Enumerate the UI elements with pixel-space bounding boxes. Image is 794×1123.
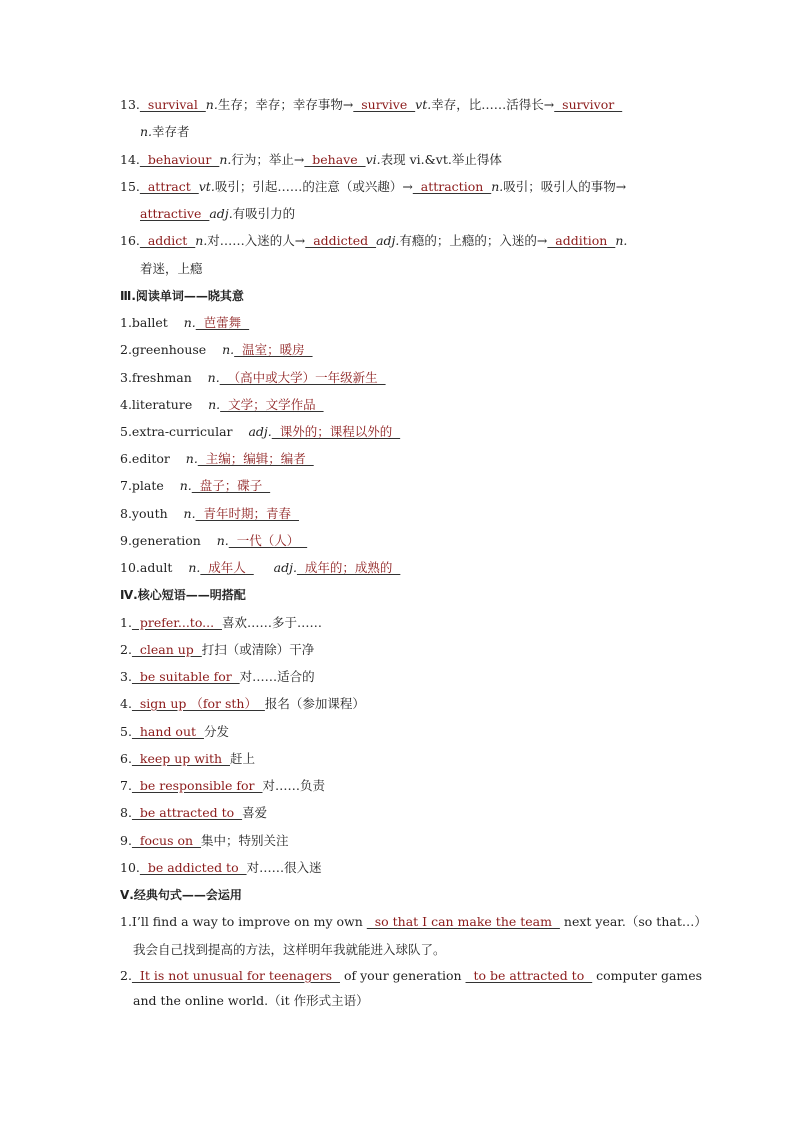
part-of-speech: n.	[222, 342, 235, 357]
answer-blank: sign up （for sth）	[131, 696, 265, 711]
part-of-speech: n.	[615, 233, 628, 248]
answer-blank: behaviour	[139, 152, 220, 167]
meaning: 赶上	[229, 751, 255, 766]
part-of-speech: n.	[216, 533, 229, 548]
part-of-speech: adj.	[376, 233, 400, 248]
phrase-item	[120, 668, 315, 686]
definition: 有瘾的；上瘾的；入迷的→	[399, 233, 548, 248]
reading-word-item	[120, 341, 313, 359]
answer-blank: addict	[139, 233, 196, 248]
word: 3.freshman	[120, 370, 192, 385]
part-of-speech: n.	[195, 233, 208, 248]
item-number: 13.	[120, 97, 140, 112]
item-number: 6.	[120, 751, 132, 766]
word: 4.literature	[120, 397, 193, 412]
reading-word-item	[120, 450, 314, 468]
meaning: 报名（参加课程）	[264, 696, 365, 711]
item-number: 10.	[120, 860, 140, 875]
part-of-speech: n.	[183, 315, 196, 330]
definition: 生存；幸存；幸存事物→	[217, 97, 354, 112]
item-number: 8.	[120, 805, 132, 820]
reading-word-item	[120, 505, 299, 523]
phrase-item	[120, 777, 325, 795]
word: 7.plate	[120, 478, 164, 493]
answer-blank: be addicted to	[139, 860, 247, 875]
answer-blank: clean up	[131, 642, 202, 657]
definition: 表现 vi.&vt.举止得体	[380, 152, 502, 167]
part-of-speech: n.	[183, 506, 196, 521]
sentence-text: of your generation	[339, 968, 466, 983]
word: 10.adult	[120, 560, 173, 575]
item-number: 2.	[120, 642, 132, 657]
vocab-item-15-cont	[140, 205, 295, 223]
answer-blank: 盘子；碟子	[191, 478, 271, 493]
sentence-item-2-cont: and the online world.（it 作形式主语）	[133, 993, 369, 1008]
word: 1.ballet	[120, 315, 168, 330]
reading-word-item	[120, 559, 400, 577]
answer-blank: 课外的；课程以外的	[271, 424, 401, 439]
phrase-item	[120, 750, 255, 768]
definition: 着迷，上瘾	[140, 261, 203, 276]
word: 5.extra-curricular	[120, 424, 233, 439]
item-number: 15.	[120, 179, 140, 194]
answer-blank: addicted	[305, 233, 377, 248]
answer-blank: 主编；编辑；编者	[197, 451, 314, 466]
vocab-item-16	[120, 232, 627, 250]
phrase-item	[120, 641, 314, 659]
phrase-item	[120, 804, 267, 822]
reading-word-item	[120, 532, 307, 550]
part-of-speech: n.	[185, 451, 198, 466]
part-of-speech: adj.	[209, 206, 233, 221]
answer-blank: 温室；暖房	[234, 342, 313, 357]
answer-blank: 文学；文学作品	[220, 397, 324, 412]
meaning: 喜爱	[242, 805, 268, 820]
part-of-speech: adj.	[273, 560, 297, 575]
meaning: 对……负责	[262, 778, 325, 793]
part-of-speech: adj.	[248, 424, 272, 439]
part-of-speech: vi.	[365, 152, 381, 167]
phrase-item	[120, 723, 229, 741]
part-of-speech: n.	[179, 478, 192, 493]
answer-blank: prefer...to...	[131, 615, 223, 630]
item-number: 7.	[120, 778, 132, 793]
answer-blank: （高中或大学）一年级新生	[219, 370, 386, 385]
definition: 幸存，比……活得长→	[431, 97, 555, 112]
sentence-text: computer games	[592, 968, 703, 983]
sentence-text: 2.	[120, 968, 132, 983]
answer-blank: attract	[139, 179, 199, 194]
vocab-item-13-cont	[140, 123, 190, 141]
section-heading-reading-words: Ⅲ.阅读单词——晓其意	[120, 289, 244, 303]
answer-blank: hand out	[131, 724, 204, 739]
reading-word-item	[120, 396, 324, 414]
item-number: 16.	[120, 233, 140, 248]
answer-blank: to be attracted to	[465, 968, 593, 983]
answer-blank: behave	[304, 152, 366, 167]
phrase-item	[120, 832, 289, 850]
answer-blank: 一代（人）	[228, 533, 308, 548]
answer-blank: survive	[353, 97, 416, 112]
sentence-text: next year.（so that…）	[559, 914, 707, 929]
definition: 对……入迷的人→	[207, 233, 306, 248]
reading-word-item	[120, 423, 400, 441]
answer-blank: survival	[139, 97, 206, 112]
answer-blank: be responsible for	[131, 778, 263, 793]
answer-blank: be suitable for	[131, 669, 240, 684]
reading-word-item	[120, 314, 249, 332]
meaning: 集中；特别关注	[201, 833, 289, 848]
phrase-item	[120, 695, 365, 713]
part-of-speech: n.	[188, 560, 201, 575]
item-number: 14.	[120, 152, 140, 167]
answer-blank: attraction	[412, 179, 492, 194]
reading-word-item	[120, 369, 386, 387]
vocab-item-13	[120, 96, 622, 114]
answer-blank: 成年的；成熟的	[296, 560, 401, 575]
meaning: 打扫（或清除）干净	[201, 642, 315, 657]
phrase-item	[120, 859, 322, 877]
section-heading-core-phrases: Ⅳ.核心短语——明搭配	[120, 588, 246, 602]
part-of-speech: n.	[219, 152, 232, 167]
sentence-item-2	[120, 967, 702, 985]
sentence-item-1	[120, 913, 707, 931]
word: 8.youth	[120, 506, 168, 521]
item-number: 9.	[120, 833, 132, 848]
definition: 有吸引力的	[232, 206, 296, 221]
answer-blank: focus on	[131, 833, 201, 848]
answer-blank: 成年人	[200, 560, 254, 575]
part-of-speech: n.	[207, 370, 220, 385]
sentence-text: 1.I’ll find a way to improve on my own	[120, 914, 367, 929]
sentence-translation: 我会自己找到提高的方法，这样明年我就能进入球队了。	[133, 942, 446, 957]
item-number: 3.	[120, 669, 132, 684]
answer-blank: keep up with	[131, 751, 230, 766]
answer-blank: addition	[547, 233, 616, 248]
word: 2.greenhouse	[120, 342, 207, 357]
vocab-item-15	[120, 178, 626, 196]
meaning: 对……很入迷	[246, 860, 322, 875]
definition: 幸存者	[152, 124, 190, 139]
part-of-speech: vt.	[198, 179, 215, 194]
part-of-speech: n.	[208, 397, 221, 412]
vocab-item-14	[120, 151, 502, 169]
meaning: 喜欢……多于……	[222, 615, 323, 630]
word: 9.generation	[120, 533, 201, 548]
meaning: 分发	[203, 724, 229, 739]
meaning: 对……适合的	[239, 669, 315, 684]
phrase-item	[120, 614, 322, 632]
answer-blank: attractive	[140, 206, 210, 221]
answer-blank: survivor	[554, 97, 623, 112]
part-of-speech: n.	[205, 97, 218, 112]
answer-blank: It is not unusual for teenagers	[131, 968, 340, 983]
definition: 吸引；吸引人的事物→	[503, 179, 627, 194]
part-of-speech: vt.	[415, 97, 432, 112]
vocab-item-16-cont	[140, 260, 203, 278]
definition: 吸引；引起……的注意（或兴趣）→	[214, 179, 413, 194]
item-number: 4.	[120, 696, 132, 711]
word: 6.editor	[120, 451, 170, 466]
item-number: 1.	[120, 615, 132, 630]
answer-blank: 青年时期；青春	[195, 506, 299, 521]
part-of-speech: n.	[140, 124, 153, 139]
item-number: 5.	[120, 724, 132, 739]
answer-blank: 芭蕾舞	[195, 315, 250, 330]
answer-blank: be attracted to	[131, 805, 243, 820]
definition: 行为；举止→	[231, 152, 305, 167]
reading-word-item	[120, 477, 270, 495]
section-heading-classic-sentences: Ⅴ.经典句式——会运用	[120, 888, 242, 902]
part-of-speech: n.	[491, 179, 504, 194]
answer-blank: so that I can make the team	[366, 914, 560, 929]
